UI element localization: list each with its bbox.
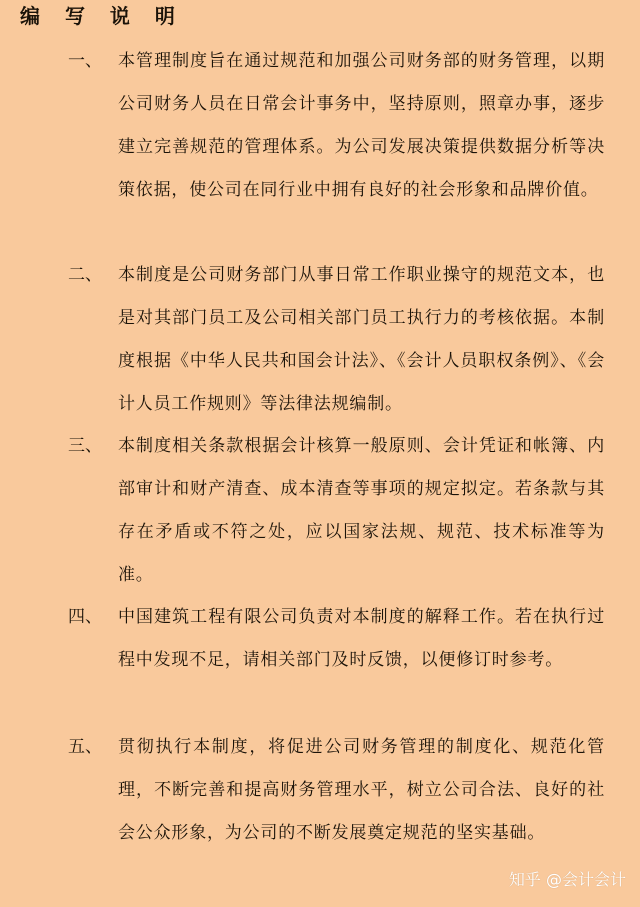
item-number: 一、 xyxy=(68,51,102,71)
watermark: 知乎 @会计会计 xyxy=(508,870,626,889)
item-number: 二、 xyxy=(68,265,102,285)
item-number: 四、 xyxy=(68,607,102,627)
item-text: 中国建筑工程有限公司负责对本制度的解释工作。若在执行过程中发现不足，请相关部门及时反馈，以便修订时参考。 xyxy=(118,607,605,670)
item-number: 三、 xyxy=(68,436,102,456)
item-number: 五、 xyxy=(68,737,102,757)
document-title: 编 写 说 明 xyxy=(20,4,184,28)
item-text: 本制度是公司财务部门从事日常工作职业操守的规范文本，也是对其部门员工及公司相关部门员工执行力的考核依据。本制度根据《中华人民共和国会计法》、《会计人员职权条例》、《会计人员工作规则》等法律法规编制。 xyxy=(118,265,605,414)
item-text: 本制度相关条款根据会计核算一般原则、会计凭证和帐簿、内部审计和财产清查、成本清查等事项的规定拟定。若条款与其存在矛盾或不符之处，应以国家法规、规范、技术标准等为准。 xyxy=(118,436,605,585)
item-text: 本管理制度旨在通过规范和加强公司财务部的财务管理，以期公司财务人员在日常会计事务中，坚持原则，照章办事，逐步建立完善规范的管理体系。为公司发展决策提供数据分析等决策依据，使公司在同行业中拥有良好的社会形象和品牌价值。 xyxy=(118,51,605,200)
item-text: 贯彻执行本制度，将促进公司财务管理的制度化、规范化管理，不断完善和提高财务管理水平，树立公司合法、良好的社会公众形象，为公司的不断发展奠定规范的坚实基础。 xyxy=(118,737,605,843)
